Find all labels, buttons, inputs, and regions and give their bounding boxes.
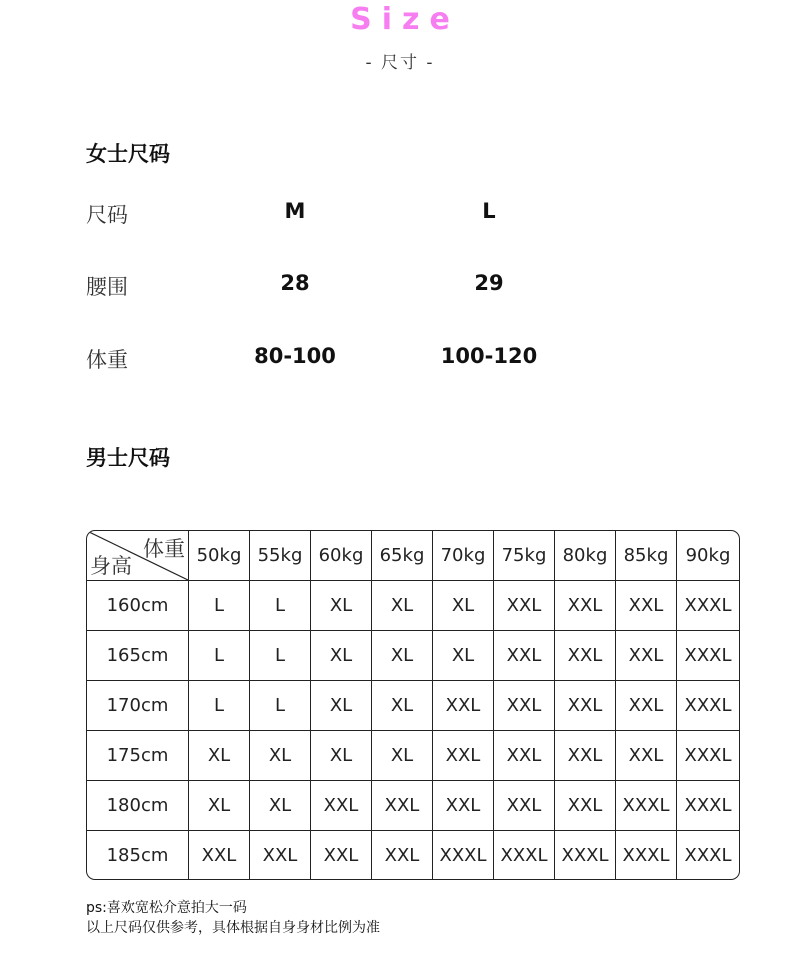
size-cell: L bbox=[189, 681, 250, 731]
women-size-heading: 女士尺码 bbox=[86, 142, 170, 166]
size-cell: XXXL bbox=[616, 781, 677, 831]
size-cell: XL bbox=[433, 581, 494, 631]
size-cell: XXL bbox=[494, 681, 555, 731]
size-cell: XXXL bbox=[677, 731, 739, 781]
size-cell: XXL bbox=[616, 581, 677, 631]
women-value: 80-100 bbox=[254, 344, 336, 368]
size-cell: XXL bbox=[494, 631, 555, 681]
size-cell: XXL bbox=[555, 581, 616, 631]
weight-header-cell: 80kg bbox=[555, 531, 616, 581]
table-row bbox=[87, 581, 739, 631]
size-cell: XXL bbox=[372, 781, 433, 831]
table-row bbox=[87, 781, 739, 831]
height-cell: 160cm bbox=[87, 581, 189, 631]
size-cell: XXXL bbox=[677, 781, 739, 831]
size-cell: XXL bbox=[616, 731, 677, 781]
page-subtitle: - 尺寸 - bbox=[365, 53, 435, 73]
weight-header-cell: 55kg bbox=[250, 531, 311, 581]
size-cell: XL bbox=[372, 631, 433, 681]
men-size-table bbox=[86, 530, 740, 880]
table-row bbox=[87, 681, 739, 731]
women-value: L bbox=[482, 199, 496, 223]
page-title: Size bbox=[350, 2, 460, 37]
size-cell: XXL bbox=[250, 831, 311, 879]
size-cell: XL bbox=[250, 781, 311, 831]
size-cell: L bbox=[250, 631, 311, 681]
size-cell: L bbox=[250, 681, 311, 731]
height-cell: 175cm bbox=[87, 731, 189, 781]
size-cell: XXXL bbox=[433, 831, 494, 879]
size-cell: XXXL bbox=[494, 831, 555, 879]
height-cell: 165cm bbox=[87, 631, 189, 681]
height-cell: 185cm bbox=[87, 831, 189, 879]
size-cell: XXL bbox=[494, 781, 555, 831]
size-cell: XL bbox=[189, 731, 250, 781]
men-size-heading: 男士尺码 bbox=[86, 446, 170, 470]
table-corner-cell bbox=[87, 531, 189, 581]
size-cell: XL bbox=[372, 731, 433, 781]
table-header-row bbox=[87, 531, 739, 581]
size-cell: XL bbox=[311, 631, 372, 681]
size-cell: XXL bbox=[494, 581, 555, 631]
women-row-label: 尺码 bbox=[86, 203, 128, 227]
size-cell: L bbox=[189, 631, 250, 681]
height-cell: 170cm bbox=[87, 681, 189, 731]
women-row-label: 体重 bbox=[86, 348, 128, 372]
size-cell: XXL bbox=[311, 831, 372, 879]
size-cell: XXXL bbox=[677, 631, 739, 681]
women-value: 100-120 bbox=[440, 344, 538, 368]
table-row bbox=[87, 631, 739, 681]
size-cell: XL bbox=[189, 781, 250, 831]
corner-height-label: 身高 bbox=[90, 554, 132, 578]
weight-header-cell: 50kg bbox=[189, 531, 250, 581]
size-cell: XXL bbox=[433, 731, 494, 781]
note-line: 以上尺码仅供参考，具体根据自身身材比例为准 bbox=[86, 920, 380, 936]
size-cell: XXXL bbox=[616, 831, 677, 879]
women-value: 28 bbox=[280, 271, 310, 295]
size-cell: XXXL bbox=[677, 581, 739, 631]
height-cell: 180cm bbox=[87, 781, 189, 831]
size-cell: XXXL bbox=[555, 831, 616, 879]
size-cell: XL bbox=[311, 681, 372, 731]
size-cell: XL bbox=[250, 731, 311, 781]
size-cell: XXL bbox=[555, 681, 616, 731]
women-row-waist bbox=[86, 271, 646, 301]
table-row bbox=[87, 731, 739, 781]
size-cell: XXL bbox=[555, 631, 616, 681]
size-cell: XXL bbox=[433, 681, 494, 731]
size-cell: XL bbox=[311, 581, 372, 631]
weight-header-cell: 90kg bbox=[677, 531, 739, 581]
size-cell: XXL bbox=[616, 681, 677, 731]
size-cell: XXXL bbox=[684, 844, 732, 866]
size-cell: XL bbox=[311, 731, 372, 781]
size-cell: XL bbox=[433, 631, 494, 681]
weight-header-cell: 60kg bbox=[311, 531, 372, 581]
size-cell: XXL bbox=[372, 831, 433, 879]
size-cell: XXL bbox=[494, 731, 555, 781]
size-cell: XXL bbox=[555, 781, 616, 831]
women-value: M bbox=[284, 199, 306, 223]
women-value: 29 bbox=[474, 271, 504, 295]
size-notes bbox=[86, 898, 380, 938]
size-cell: XXL bbox=[311, 781, 372, 831]
women-row-size bbox=[86, 199, 646, 229]
size-cell: L bbox=[189, 581, 250, 631]
size-cell: L bbox=[250, 581, 311, 631]
weight-header-cell: 75kg bbox=[494, 531, 555, 581]
size-cell: XXL bbox=[616, 631, 677, 681]
women-row-label: 腰围 bbox=[86, 275, 128, 299]
size-cell: XL bbox=[372, 581, 433, 631]
note-line: ps:喜欢宽松介意拍大一码 bbox=[86, 900, 247, 916]
weight-header-cell: 65kg bbox=[372, 531, 433, 581]
women-row-weight bbox=[86, 344, 646, 374]
size-cell: XL bbox=[372, 681, 433, 731]
men-size-table-body bbox=[87, 531, 739, 879]
corner-weight-label: 体重 bbox=[143, 537, 185, 561]
size-cell: XXL bbox=[555, 731, 616, 781]
table-row bbox=[87, 831, 739, 879]
size-cell: XXL bbox=[433, 781, 494, 831]
size-cell: XXXL bbox=[677, 681, 739, 731]
weight-header-cell: 70kg bbox=[433, 531, 494, 581]
weight-header-cell: 85kg bbox=[616, 531, 677, 581]
size-cell: XXL bbox=[189, 831, 250, 879]
